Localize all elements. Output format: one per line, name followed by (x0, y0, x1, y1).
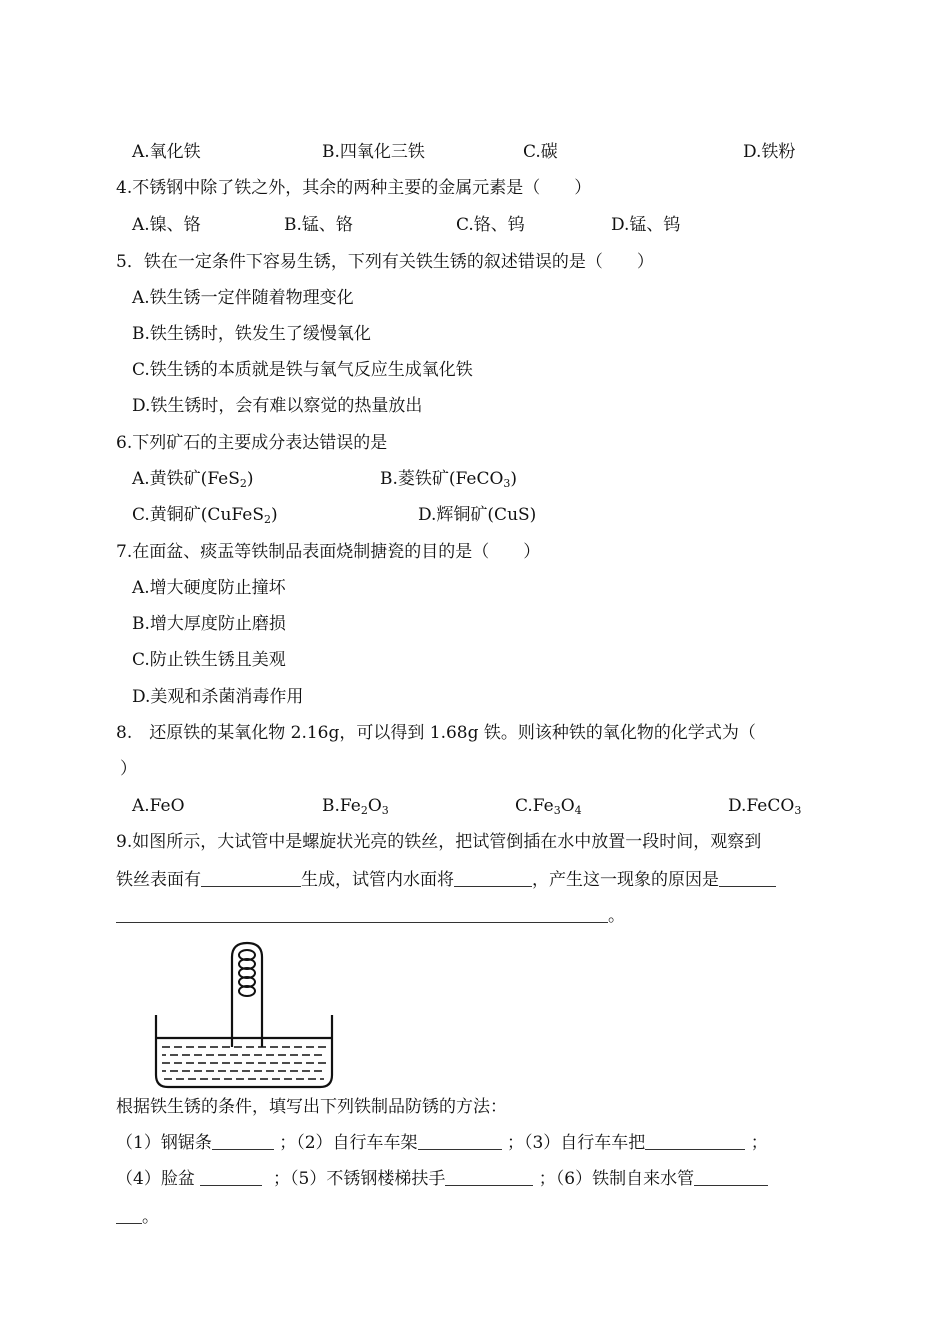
q9-blank-2[interactable] (454, 868, 532, 887)
q3-option-d: D.铁粉 (743, 142, 796, 162)
q8-option-c: $C.Fe_3O_4$ (515, 796, 582, 817)
q5-stem: 5．铁在一定条件下容易生锈，下列有关铁生锈的叙述错误的是（ ） (116, 252, 654, 272)
rust-intro: 根据铁生锈的条件，填写出下列铁制品防锈的方法： (116, 1097, 507, 1117)
rust-blank-2[interactable] (418, 1131, 502, 1150)
rust-blank-4[interactable] (200, 1167, 262, 1186)
q8-option-a: A.FeO (132, 796, 185, 816)
q4-option-d: D.锰、钨 (611, 215, 681, 235)
water-hatching (162, 1047, 326, 1079)
q8-option-d: D.FeCO$_3$ (728, 796, 802, 817)
q8-stem-end: ） (120, 759, 137, 779)
rust-blank-1[interactable] (212, 1131, 274, 1150)
q7-option-d: D.美观和杀菌消毒作用 (132, 687, 304, 707)
q9-line1: 9.如图所示，大试管中是螺旋状光亮的铁丝，把试管倒插在水中放置一段时间，观察到 (116, 832, 762, 852)
q9-line3: 。 (116, 904, 625, 927)
trough (156, 1015, 332, 1087)
q6-option-c: C.黄铜矿(CuFeS$_2$) (132, 505, 278, 526)
q4-option-c: C.铬、钨 (456, 215, 525, 235)
q7-option-a: A.增大硬度防止撞坏 (132, 578, 286, 598)
q8-option-b: $B.Fe_2O_3$ (322, 796, 389, 817)
q6-option-a: A.黄铁矿(FeS$_2$) (132, 469, 254, 490)
q9-line2: 铁丝表面有 生成，试管内水面将 ，产生这一现象的原因是 (116, 868, 776, 891)
q9-blank-3b[interactable] (116, 904, 608, 923)
q6-option-b: B.菱铁矿(FeCO$_3$) (380, 469, 518, 490)
rust-blank-5[interactable] (445, 1167, 533, 1186)
q5-option-b: B.铁生锈时，铁发生了缓慢氧化 (132, 324, 371, 344)
q6-stem: 6.下列矿石的主要成分表达错误的是 (116, 433, 388, 453)
rust-blank-6a[interactable] (694, 1167, 768, 1186)
q6-option-d: D.辉铜矿(CuS) (418, 505, 537, 525)
q7-option-b: B.增大厚度防止磨损 (132, 614, 286, 634)
rust-blank-3[interactable] (645, 1131, 745, 1150)
iron-coil (239, 950, 255, 996)
q4-stem: 4.不锈钢中除了铁之外，其余的两种主要的金属元素是（ ） (116, 178, 592, 198)
q7-option-c: C.防止铁生锈且美观 (132, 650, 286, 670)
q4-option-b: B.锰、铬 (284, 215, 353, 235)
q5-option-a: A.铁生锈一定伴随着物理变化 (132, 288, 354, 308)
q5-option-d: D.铁生锈时，会有难以察觉的热量放出 (132, 396, 423, 416)
rust-line2: （4）脸盆 ；（5）不锈钢楼梯扶手 ；（6）铁制自来水管 (116, 1167, 768, 1190)
rust-line3: 。 (116, 1205, 159, 1228)
test-tube-diagram (150, 935, 340, 1095)
q9-blank-1[interactable] (201, 868, 301, 887)
rust-line1: （1）钢锯条 ；（2）自行车车架 ；（3）自行车车把 ； (116, 1133, 768, 1153)
q3-option-c: C.碳 (523, 142, 558, 162)
q3-option-b: B.四氧化三铁 (322, 142, 425, 162)
q3-option-a: A.氧化铁 (132, 142, 201, 162)
q5-option-c: C.铁生锈的本质就是铁与氧气反应生成氧化铁 (132, 360, 473, 380)
q9-blank-3a[interactable] (719, 868, 776, 887)
q7-stem: 7.在面盆、痰盂等铁制品表面烧制搪瓷的目的是（ ） (116, 542, 541, 562)
q4-option-a: A.镍、铬 (132, 215, 201, 235)
q8-stem: 8. 还原铁的某氧化物 2.16g，可以得到 1.68g 铁。则该种铁的氧化物的化学式为（ (116, 723, 756, 743)
rust-blank-6b[interactable] (116, 1205, 142, 1224)
